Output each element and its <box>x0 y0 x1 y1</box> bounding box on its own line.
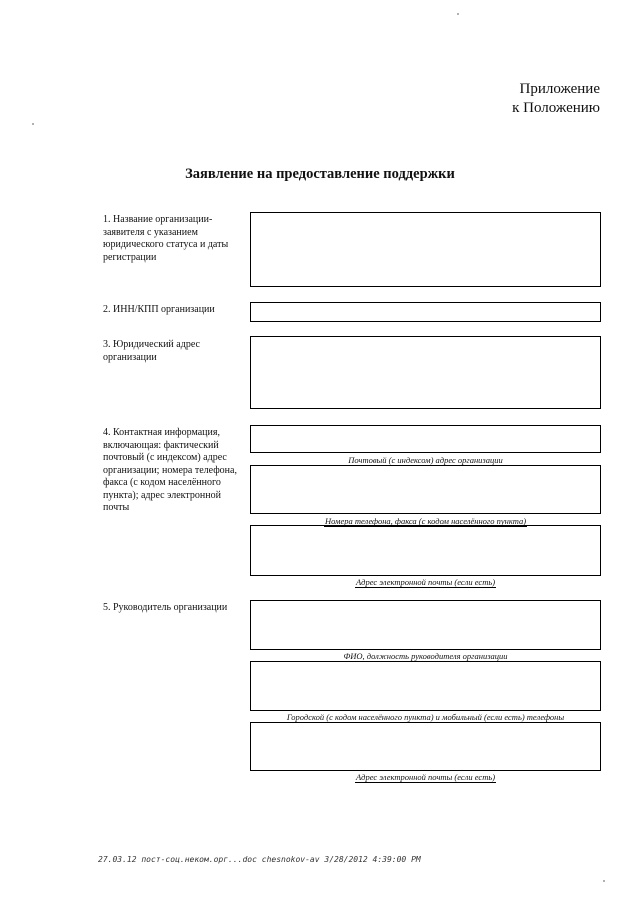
org-email-caption: Адрес электронной почты (если есть) <box>355 577 496 587</box>
phone-fax-caption: Номера телефона, факса (с кодом населённого пункта) <box>324 516 527 526</box>
scan-speck <box>603 880 605 882</box>
director-email-field[interactable] <box>250 722 601 771</box>
section-1-label: 1. Название организации-заявителя с указанием юридического статуса и даты регистрации <box>103 214 229 263</box>
section-5-label: 5. Руководитель организации <box>103 602 228 613</box>
scan-speck <box>457 13 459 15</box>
legal-address-field[interactable] <box>250 336 601 409</box>
appendix-line-1: Приложение <box>519 81 600 97</box>
director-name-caption: ФИО, должность руководителя организации <box>343 651 508 661</box>
scan-speck <box>32 123 34 125</box>
director-phones-caption: Городской (с кодом населённого пункта) и мобильный (если есть) телефоны <box>286 712 565 722</box>
document-footer: 27.03.12 пост-соц.неком.орг...doc chesnokov-av 3/28/2012 4:39:00 PM <box>98 855 421 864</box>
director-email-caption: Адрес электронной почты (если есть) <box>355 772 496 782</box>
section-3-label: 3. Юридический адрес организации <box>103 339 200 363</box>
postal-address-field[interactable] <box>250 425 601 453</box>
director-phones-field[interactable] <box>250 661 601 711</box>
director-name-field[interactable] <box>250 600 601 650</box>
page-title: Заявление на предоставление поддержки <box>185 166 455 182</box>
postal-address-caption: Почтовый (с индексом) адрес организации <box>348 455 503 465</box>
inn-kpp-field[interactable] <box>250 302 601 322</box>
appendix-line-2: к Положению <box>512 100 600 116</box>
phone-fax-field[interactable] <box>250 465 601 514</box>
section-2-label: 2. ИНН/КПП организации <box>103 304 215 315</box>
appendix-note <box>512 80 600 118</box>
section-4-label: 4. Контактная информация, включающая: фактический почтовый (с индексом) адрес организации; номера телефона, факса (с кодом населённого пункта); адрес электронной почты <box>103 427 237 513</box>
org-name-field[interactable] <box>250 212 601 287</box>
org-email-field[interactable] <box>250 525 601 576</box>
